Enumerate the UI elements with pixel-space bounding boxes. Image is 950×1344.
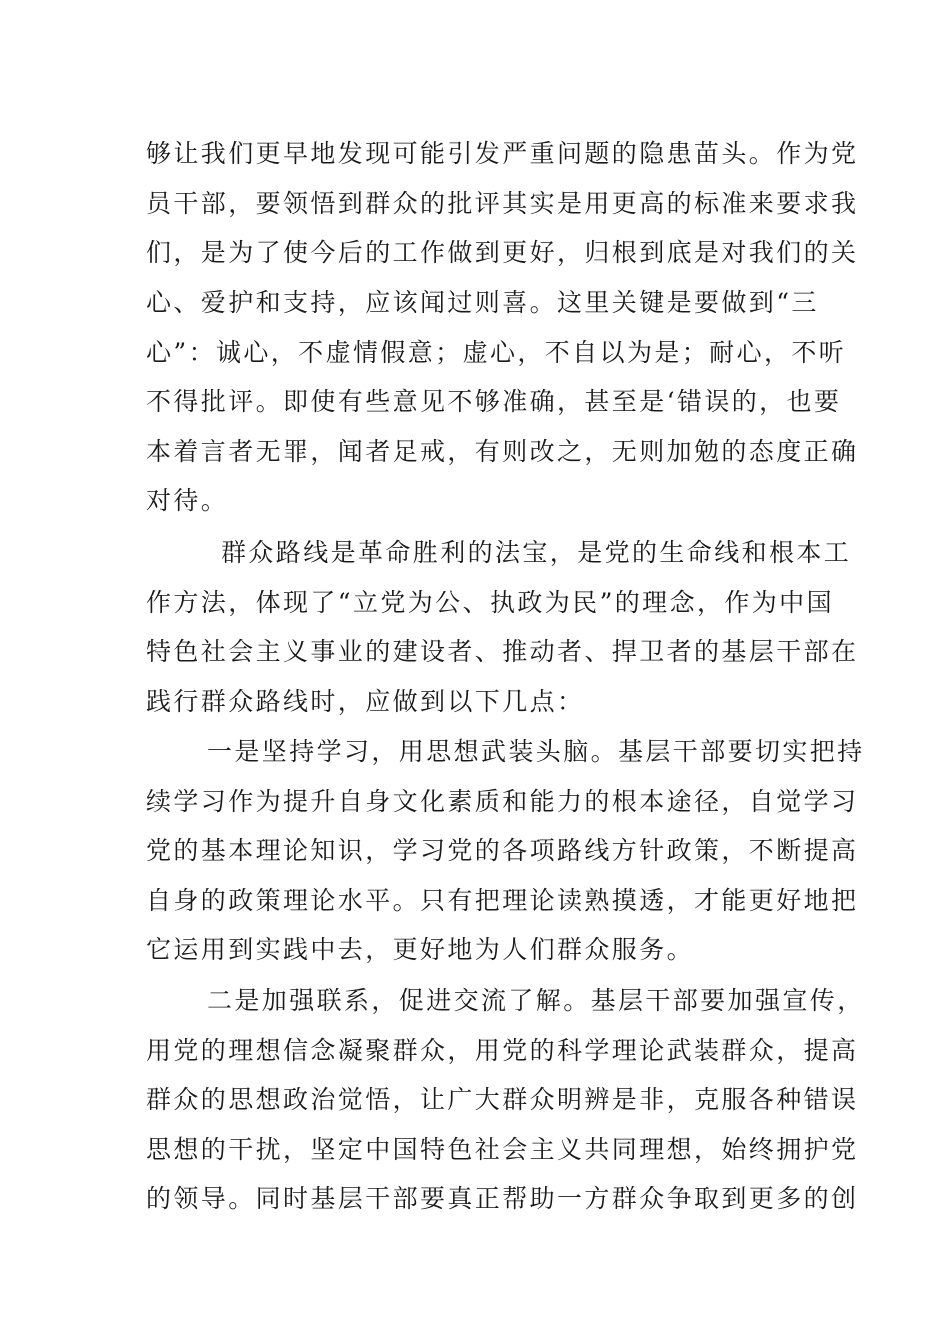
text-line: 群众的思想政治觉悟，让广大群众明辨是非，克服各种错误 [146, 1085, 859, 1114]
text-line: 们，是为了使今后的工作做到更好，归根到底是对我们的关 [146, 238, 859, 267]
text-line: 的领导。同时基层干部要真正帮助一方群众争取到更多的创 [146, 1184, 859, 1213]
text-line: 它运用到实践中去，更好地为人们群众服务。 [146, 935, 695, 964]
text-line: 二是加强联系，促进交流了解。基层干部要加强宣传， [207, 986, 865, 1015]
text-line: 本着言者无罪，闻者足戒，有则改之，无则加勉的态度正确 [146, 437, 859, 466]
text-line: 践行群众路线时，应做到以下几点： [146, 687, 585, 716]
text-line: 作方法，体现了“立党为公、执政为民”的理念，作为中国 [146, 588, 834, 617]
text-line: 一是坚持学习，用思想武装头脑。基层干部要切实把持 [207, 737, 865, 766]
text-line: 党的基本理论知识，学习党的各项路线方针政策，不断提高 [146, 836, 859, 865]
text-line: 思想的干扰，坚定中国特色社会主义共同理想，始终拥护党 [146, 1135, 859, 1164]
text-line: 对待。 [146, 486, 229, 515]
text-line: 心”：诚心，不虚情假意；虚心，不自以为是；耐心，不听 [146, 338, 847, 367]
text-line: 自身的政策理论水平。只有把理论读熟摸透，才能更好地把 [146, 886, 859, 915]
text-line: 心、爱护和支持，应该闻过则喜。这里关键是要做到“三 [146, 288, 819, 317]
text-line: 续学习作为提升自身文化素质和能力的根本途径，自觉学习 [146, 787, 859, 816]
text-line: 够让我们更早地发现可能引发严重问题的隐患苗头。作为党 [146, 139, 859, 168]
text-line: 群众路线是革命胜利的法宝，是党的生命线和根本工 [221, 538, 852, 567]
text-line: 特色社会主义事业的建设者、推动者、捍卫者的基层干部在 [146, 637, 859, 666]
text-line: 用党的理想信念凝聚群众，用党的科学理论武装群众，提高 [146, 1036, 859, 1065]
text-line: 不得批评。即使有些意见不够准确，甚至是‘错误的，也要 [146, 387, 842, 416]
text-line: 员干部，要领悟到群众的批评其实是用更高的标准来要求我 [146, 189, 859, 218]
